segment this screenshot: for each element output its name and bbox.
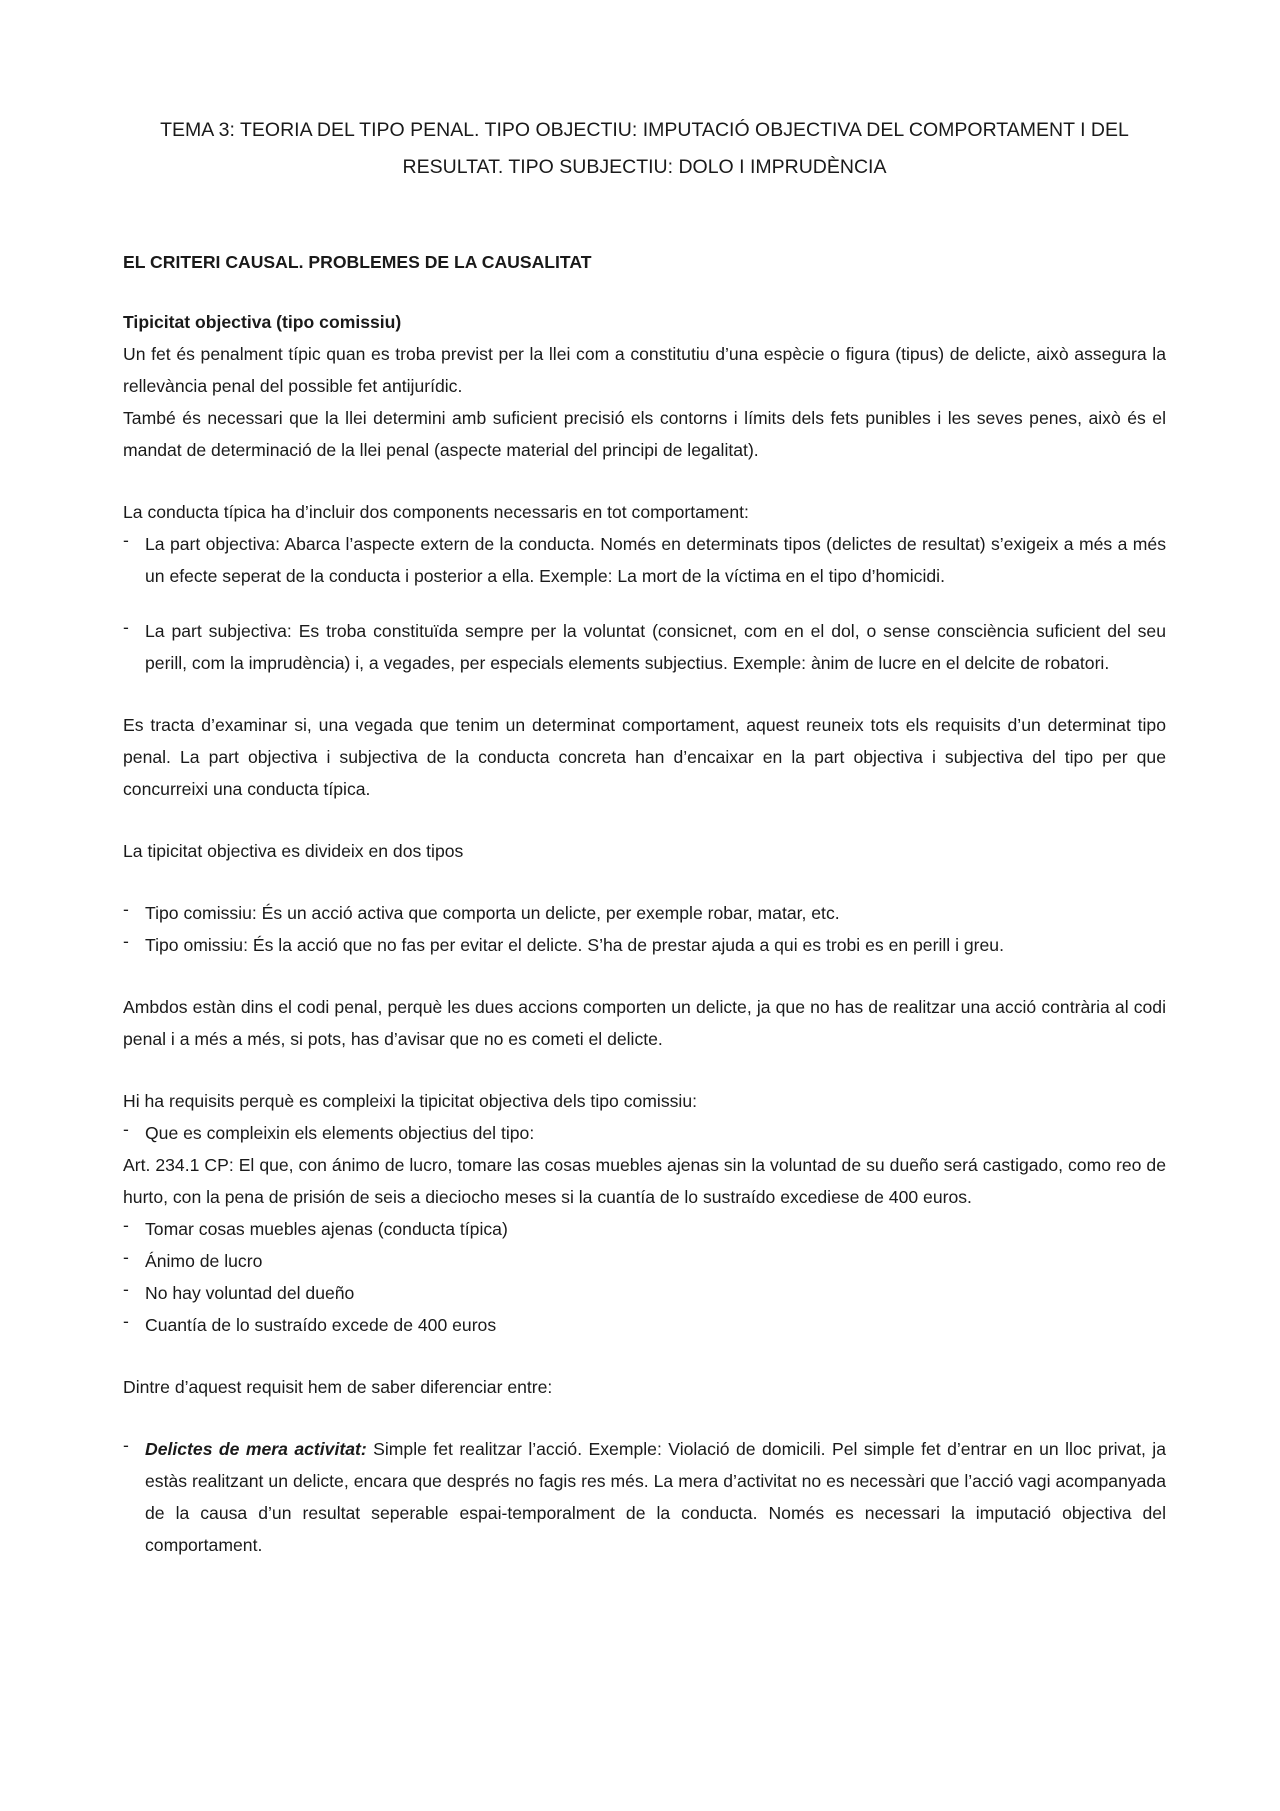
dash-bullet-icon: - [123,530,129,550]
list-item: - Tipo comissiu: És un acció activa que comporta un delicte, per exemple robar, matar, etc. [123,897,1166,929]
list-item: - Cuantía de lo sustraído excede de 400 euros [123,1309,1166,1341]
paragraph-4: Es tracta d’examinar si, una vegada que tenim un determinat comportament, aquest reuneix tots els requisits d’un determinat tipo penal. La part objectiva i subjectiva de la conducta concreta han d’encaixar en la part objectiva i subjectiva del tipo per que concurreixi una conducta típica. [123,715,1166,799]
subheading: Tipicitat objectiva (tipo comissiu) [123,312,402,332]
document-page [123,112,1166,1561]
paragraph-3: La conducta típica ha d’incluir dos components necessaris en tot comportament: [123,502,749,522]
dash-bullet-icon: - [123,1119,129,1139]
dash-bullet-icon: - [123,1435,129,1455]
paragraph-9: Dintre d’aquest requisit hem de saber diferenciar entre: [123,1377,553,1397]
list-item: - Que es compleixin els elements objectius del tipo: [123,1117,1166,1149]
paragraph-1: Un fet és penalment típic quan es troba previst per la llei com a constitutiu d’una espècie o figura (tipus) de delicte, això assegura la rellevància penal del possible fet antijurídic. [123,344,1166,396]
dash-bullet-icon: - [123,899,129,919]
elements-list [123,1213,1166,1341]
dash-bullet-icon: - [123,1215,129,1235]
list-item: - La part subjectiva: Es troba constituïda sempre per la voluntat (consicnet, com en el dol, o sense consciència suficient del seu perill, com la imprudència) i, a vegades, per especials elements subjectius. Exemple: ànim de lucre en el delcite de robatori. [123,615,1166,679]
paragraph-2: També és necessari que la llei determini amb suficient precisió els contorns i límits dels fets punibles i les seves penes, això és el mandat de determinació de la llei penal (aspecte material del principi de legalitat). [123,408,1166,460]
paragraph-7: Hi ha requisits perquè es compleixi la tipicitat objectiva dels tipo comissiu: [123,1091,698,1111]
dash-bullet-icon: - [123,617,129,637]
list-item: - No hay voluntad del dueño [123,1277,1166,1309]
components-list [123,528,1166,679]
list-item: - Tomar cosas muebles ajenas (conducta típica) [123,1213,1166,1245]
types-list [123,897,1166,961]
dash-bullet-icon: - [123,1247,129,1267]
list-item [123,1433,1166,1561]
dash-bullet-icon: - [123,1279,129,1299]
list-item: - La part objectiva: Abarca l’aspecte extern de la conducta. Només en determinats tipos (delictes de resultat) s’exigeix a més a més un efecte seperat de la conducta i posterior a ella. Exemple: La mort de la víctima en el tipo d’homicidi. [123,528,1166,592]
document-title: TEMA 3: TEORIA DEL TIPO PENAL. TIPO OBJECTIU: IMPUTACIÓ OBJECTIVA DEL COMPORTAMENT I DEL RESULTAT. TIPO SUBJECTIU: DOLO I IMPRUDÈNCIA [160,119,1129,178]
term-definition: Simple fet realitzar l’acció. Exemple: Violació de domicili. Pel simple fet d’entrar en un lloc privat, ja estàs realitzant un delicte, encara que després no fagis res més. La mera d’activitat no es necessàri que l’acció vagi acompanyada de la causa d’un resultat seperable espai-temporalment de la conducta. Només es necessari la imputació objectiva del comportament. [145,1439,1166,1555]
paragraph-6: Ambdos estàn dins el codi penal, perquè les dues accions comporten un delicte, ja que no has de realitzar una acció contrària al codi penal i a més a més, si pots, has d’avisar que no es cometi el delicte. [123,997,1166,1049]
requirements-list [123,1117,1166,1149]
dash-bullet-icon: - [123,931,129,951]
activity-list [123,1433,1166,1561]
section-heading: EL CRITERI CAUSAL. PROBLEMES DE LA CAUSALITAT [123,252,592,272]
dash-bullet-icon: - [123,1311,129,1331]
list-item: - Tipo omissiu: És la acció que no fas per evitar el delicte. S’ha de prestar ajuda a qui es trobi es en perill i greu. [123,929,1166,961]
paragraph-8: Art. 234.1 CP: El que, con ánimo de lucro, tomare las cosas muebles ajenas sin la voluntad de su dueño será castigado, como reo de hurto, con la pena de prisión de seis a dieciocho meses si la cuantía de lo sustraído excediese de 400 euros. [123,1155,1166,1207]
term-label: Delictes de mera activitat: [145,1439,367,1459]
paragraph-5: La tipicitat objectiva es divideix en dos tipos [123,841,464,861]
list-item: - Ánimo de lucro [123,1245,1166,1277]
